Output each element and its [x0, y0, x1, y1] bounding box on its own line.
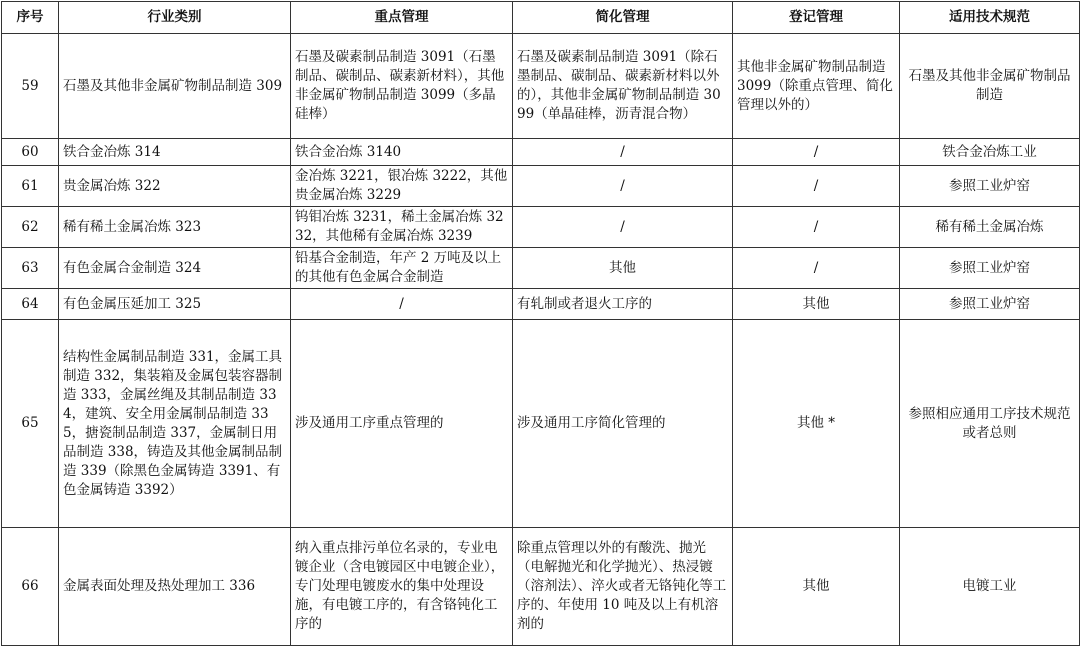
cell-key-management: 铁合金冶炼 3140	[291, 139, 513, 166]
cell-simplified-management: 石墨及碳素制品制造 3091（除石墨制品、碳制品、碳素新材料以外的），其他非金属矿物制品制造 3099（单晶硅棒，沥青混合物）	[513, 34, 733, 139]
cell-technical-spec: 石墨及其他非金属矿物制品制造	[900, 34, 1080, 139]
cell-simplified-management: 涉及通用工序简化管理的	[513, 320, 733, 528]
cell-no: 62	[2, 207, 59, 248]
cell-category: 稀有稀土金属冶炼 323	[59, 207, 291, 248]
cell-registration-management: /	[733, 139, 900, 166]
cell-technical-spec: 参照工业炉窑	[900, 289, 1080, 320]
table-row	[2, 248, 1080, 289]
cell-no: 63	[2, 248, 59, 289]
header-registration-management: 登记管理	[733, 2, 900, 34]
cell-simplified-management: /	[513, 207, 733, 248]
cell-no: 64	[2, 289, 59, 320]
cell-category: 石墨及其他非金属矿物制品制造 309	[59, 34, 291, 139]
cell-technical-spec: 铁合金冶炼工业	[900, 139, 1080, 166]
cell-simplified-management: 有轧制或者退火工序的	[513, 289, 733, 320]
cell-no: 65	[2, 320, 59, 528]
cell-no: 61	[2, 166, 59, 207]
cell-key-management: 金冶炼 3221，银冶炼 3222，其他贵金属冶炼 3229	[291, 166, 513, 207]
cell-registration-management: 其他	[733, 528, 900, 646]
cell-category: 有色金属压延加工 325	[59, 289, 291, 320]
cell-key-management: 纳入重点排污单位名录的，专业电镀企业（含电镀园区中电镀企业），专门处理电镀废水的集中处理设施，有电镀工序的，有含铬钝化工序的	[291, 528, 513, 646]
cell-simplified-management: 除重点管理以外的有酸洗、抛光（电解抛光和化学抛光）、热浸镀（溶剂法）、淬火或者无铬钝化等工序的、年使用 10 吨及以上有机溶剂的	[513, 528, 733, 646]
cell-technical-spec: 参照相应通用工序技术规范或者总则	[900, 320, 1080, 528]
cell-simplified-management: /	[513, 166, 733, 207]
cell-registration-management: 其他 *	[733, 320, 900, 528]
cell-category: 金属表面处理及热处理加工 336	[59, 528, 291, 646]
header-row	[2, 2, 1080, 34]
cell-key-management: 铅基合金制造，年产 2 万吨及以上的其他有色金属合金制造	[291, 248, 513, 289]
header-category: 行业类别	[59, 2, 291, 34]
cell-technical-spec: 参照工业炉窑	[900, 248, 1080, 289]
cell-category: 结构性金属制品制造 331，金属工具制造 332，集装箱及金属包装容器制造 333，金属丝绳及其制品制造 334，建筑、安全用金属制品制造 335，搪瓷制品制造 337，金属制日用品制造 338，铸造及其他金属制品制造 339（除黑色金属铸造 3391、有色金属铸造 3392）	[59, 320, 291, 528]
table-row	[2, 207, 1080, 248]
cell-no: 66	[2, 528, 59, 646]
cell-registration-management: 其他非金属矿物制品制造 3099（除重点管理、简化管理以外的）	[733, 34, 900, 139]
table-row	[2, 528, 1080, 646]
cell-technical-spec: 电镀工业	[900, 528, 1080, 646]
header-no: 序号	[2, 2, 59, 34]
header-simplified-management: 简化管理	[513, 2, 733, 34]
cell-category: 有色金属合金制造 324	[59, 248, 291, 289]
pollutant-permit-classification-table	[1, 1, 1080, 646]
table-row	[2, 34, 1080, 139]
table-row	[2, 289, 1080, 320]
cell-simplified-management: /	[513, 139, 733, 166]
header-key-management: 重点管理	[291, 2, 513, 34]
cell-registration-management: /	[733, 207, 900, 248]
cell-simplified-management: 其他	[513, 248, 733, 289]
cell-category: 铁合金冶炼 314	[59, 139, 291, 166]
cell-registration-management: /	[733, 248, 900, 289]
table-row	[2, 166, 1080, 207]
cell-technical-spec: 参照工业炉窑	[900, 166, 1080, 207]
cell-technical-spec: 稀有稀土金属冶炼	[900, 207, 1080, 248]
header-technical-spec: 适用技术规范	[900, 2, 1080, 34]
cell-key-management: 涉及通用工序重点管理的	[291, 320, 513, 528]
cell-registration-management: /	[733, 166, 900, 207]
cell-key-management: /	[291, 289, 513, 320]
cell-category: 贵金属冶炼 322	[59, 166, 291, 207]
cell-key-management: 钨钼冶炼 3231，稀土金属冶炼 3232，其他稀有金属冶炼 3239	[291, 207, 513, 248]
cell-key-management: 石墨及碳素制品制造 3091（石墨制品、碳制品、碳素新材料），其他非金属矿物制品制造 3099（多晶硅棒）	[291, 34, 513, 139]
table-row	[2, 139, 1080, 166]
cell-no: 60	[2, 139, 59, 166]
table-row	[2, 320, 1080, 528]
cell-registration-management: 其他	[733, 289, 900, 320]
cell-no: 59	[2, 34, 59, 139]
